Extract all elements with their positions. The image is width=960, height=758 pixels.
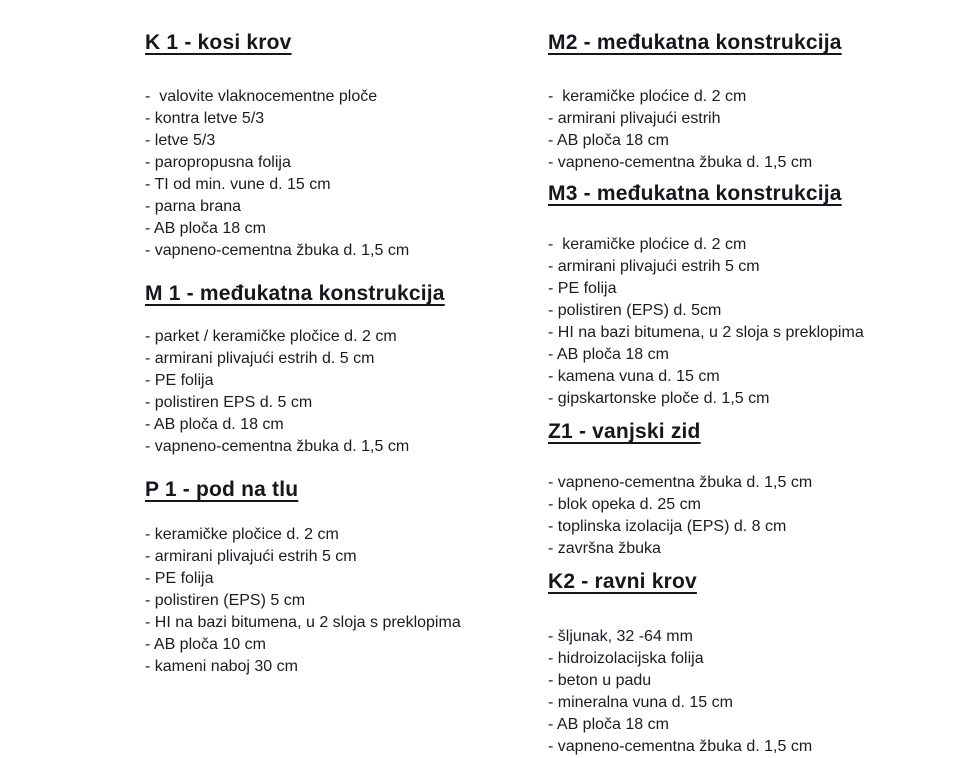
spec-item: - paropropusna folija	[145, 154, 291, 171]
spec-item: - AB ploča 18 cm	[145, 220, 266, 237]
spec-item: - HI na bazi bitumena, u 2 sloja s preklopima	[548, 324, 864, 341]
spec-item: - gipskartonske ploče d. 1,5 cm	[548, 390, 770, 407]
spec-item: - parket / keramičke pločice d. 2 cm	[145, 328, 397, 345]
spec-item: - polistiren (EPS) d. 5cm	[548, 302, 722, 319]
spec-item-list-k1	[145, 86, 545, 262]
spec-item: - valovite vlaknocementne ploče	[145, 88, 378, 105]
spec-item: - keramičke ploćice d. 2 cm	[548, 88, 747, 105]
section-title-p1: P 1 - pod na tlu	[145, 478, 299, 501]
right-column	[548, 0, 948, 758]
spec-item-list-m2	[548, 86, 948, 174]
spec-item: - AB ploča d. 18 cm	[145, 416, 284, 433]
spec-item-list-p1	[145, 524, 545, 678]
spec-item: - PE folija	[145, 570, 214, 587]
spec-item: - armirani plivajući estrih d. 5 cm	[145, 350, 375, 367]
spec-item: - AB ploča 18 cm	[548, 132, 669, 149]
section-title-m2: M2 - međukatna konstrukcija	[548, 31, 842, 54]
spec-item: - parna brana	[145, 198, 242, 215]
spec-item-list-k2	[548, 626, 948, 758]
spec-item: - AB ploča 18 cm	[548, 716, 669, 733]
section-k1	[145, 31, 545, 262]
section-title-z1: Z1 - vanjski zid	[548, 420, 701, 443]
spec-item: - letve 5/3	[145, 132, 216, 149]
section-title-m3: M3 - međukatna konstrukcija	[548, 182, 842, 205]
spec-item: - vapneno-cementna žbuka d. 1,5 cm	[145, 242, 410, 259]
spec-item: - PE folija	[145, 372, 214, 389]
spec-item: - toplinska izolacija (EPS) d. 8 cm	[548, 518, 787, 535]
spec-item: - AB ploča 10 cm	[145, 636, 266, 653]
spec-item: - armirani plivajući estrih 5 cm	[548, 258, 760, 275]
spec-item: - keramičke pločice d. 2 cm	[145, 526, 339, 543]
spec-item: - hidroizolacijska folija	[548, 650, 704, 667]
spec-item: - HI na bazi bitumena, u 2 sloja s preklopima	[145, 614, 461, 631]
spec-item: - AB ploča 18 cm	[548, 346, 669, 363]
spec-item: - armirani plivajući estrih 5 cm	[145, 548, 357, 565]
section-k2	[548, 570, 948, 758]
spec-item: - beton u padu	[548, 672, 652, 689]
section-title-k1: K 1 - kosi krov	[145, 31, 292, 54]
spec-item: - polistiren EPS d. 5 cm	[145, 394, 313, 411]
spec-item-list-m3	[548, 234, 948, 410]
spec-item-list-z1	[548, 472, 948, 560]
spec-item: - blok opeka d. 25 cm	[548, 496, 701, 513]
left-column	[145, 0, 545, 678]
section-z1	[548, 420, 948, 560]
spec-item: - kameni naboj 30 cm	[145, 658, 298, 675]
spec-item: - PE folija	[548, 280, 617, 297]
section-p1	[145, 478, 545, 678]
spec-item: - vapneno-cementna žbuka d. 1,5 cm	[145, 438, 410, 455]
spec-item: - kontra letve 5/3	[145, 110, 265, 127]
spec-item: - vapneno-cementna žbuka d. 1,5 cm	[548, 154, 813, 171]
section-m3	[548, 182, 948, 410]
spec-item: - TI od min. vune d. 15 cm	[145, 176, 331, 193]
spec-item: - polistiren (EPS) 5 cm	[145, 592, 306, 609]
section-m1	[145, 282, 545, 458]
section-m2	[548, 31, 948, 174]
spec-item: - armirani plivajući estrih	[548, 110, 721, 127]
spec-item: - vapneno-cementna žbuka d. 1,5 cm	[548, 474, 813, 491]
spec-item: - keramičke ploćice d. 2 cm	[548, 236, 747, 253]
spec-item: - završna žbuka	[548, 540, 661, 557]
spec-item: - mineralna vuna d. 15 cm	[548, 694, 733, 711]
spec-item: - kamena vuna d. 15 cm	[548, 368, 720, 385]
spec-item: - šljunak, 32 -64 mm	[548, 628, 693, 645]
section-title-k2: K2 - ravni krov	[548, 570, 697, 593]
spec-item: - vapneno-cementna žbuka d. 1,5 cm	[548, 738, 813, 755]
section-title-m1: M 1 - međukatna konstrukcija	[145, 282, 445, 305]
spec-item-list-m1	[145, 326, 545, 458]
